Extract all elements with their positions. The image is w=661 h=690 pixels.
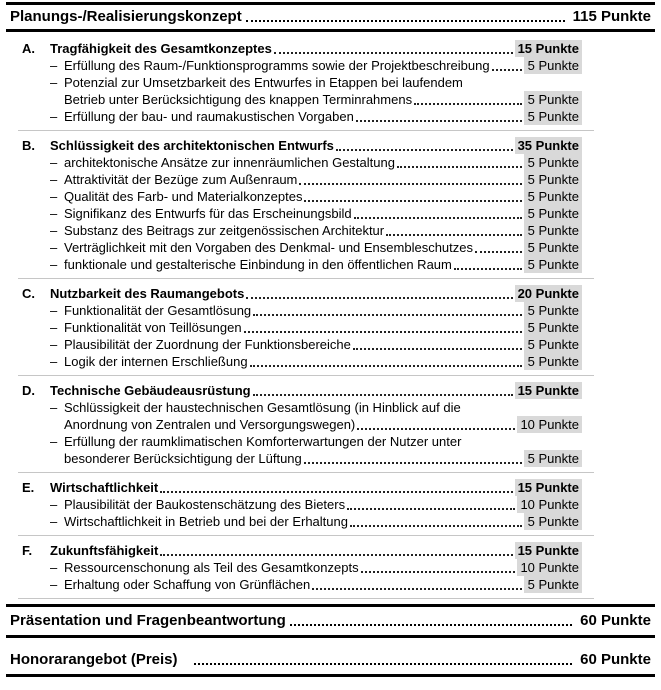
criterion-item: [50, 336, 582, 353]
section-letter: F.: [22, 543, 33, 558]
dot-leader: [253, 394, 513, 396]
criterion-line: [64, 91, 582, 108]
criterion-text: Anordnung von Zentralen und Versorgungswegen): [64, 417, 356, 432]
criterion-body: [64, 353, 582, 370]
evaluation-criteria-page: [0, 2, 661, 677]
dash-bullet: –: [50, 354, 58, 369]
dash-bullet: –: [50, 434, 58, 449]
dash-bullet: –: [50, 320, 58, 335]
criterion-body: [64, 496, 582, 513]
criterion-item: [50, 154, 582, 171]
criterion-item: [50, 433, 582, 467]
criterion-points: 5 Punkte: [524, 239, 582, 256]
criterion-points: 5 Punkte: [524, 336, 582, 353]
section-c: [18, 282, 594, 376]
dot-leader: [357, 428, 515, 430]
main-header-row: [6, 604, 655, 638]
criterion-line: [64, 239, 582, 256]
criterion-text: Funktionalität von Teillösungen: [64, 320, 242, 335]
criterion-body: [64, 222, 582, 239]
criterion-item: [50, 302, 582, 319]
criterion-item: [50, 256, 582, 273]
criterion-line: [64, 205, 582, 222]
dot-leader: [304, 200, 522, 202]
dash-bullet: –: [50, 206, 58, 221]
criterion-line: [64, 256, 582, 273]
dot-leader: [347, 508, 515, 510]
section-d: [18, 379, 594, 473]
criterion-text: Betrieb unter Berücksichtigung des knappen Terminrahmens: [64, 92, 413, 107]
dash-bullet: –: [50, 109, 58, 124]
main-header-row: [6, 2, 655, 32]
criterion-body: [64, 513, 582, 530]
main-header-row: [6, 638, 655, 677]
dot-leader: [353, 348, 522, 350]
criterion-line: [64, 576, 582, 593]
criterion-body: [64, 433, 582, 467]
dash-bullet: –: [50, 58, 58, 73]
dash-bullet: –: [50, 223, 58, 238]
section-b: [18, 134, 594, 279]
criterion-item: [50, 188, 582, 205]
section-e: [18, 476, 594, 536]
criterion-text: funktionale und gestalterische Einbindung in den öffentlichen Raum: [64, 257, 452, 272]
criterion-body: [64, 399, 582, 433]
criterion-item: [50, 513, 582, 530]
criterion-body: [64, 74, 582, 108]
dash-bullet: –: [50, 189, 58, 204]
section-title: Nutzbarkeit des Raumangebots: [50, 286, 245, 301]
section-points: 15 Punkte: [515, 40, 582, 57]
dot-leader: [290, 624, 572, 626]
criterion-item: [50, 222, 582, 239]
criterion-text: Substanz des Beitrags zur zeitgenössischen Architektur: [64, 223, 385, 238]
criterion-body: [64, 205, 582, 222]
dot-leader: [244, 331, 522, 333]
criterion-points: 5 Punkte: [524, 154, 582, 171]
criterion-item: [50, 57, 582, 74]
dash-bullet: –: [50, 560, 58, 575]
section-points: 15 Punkte: [515, 479, 582, 496]
criterion-line: [64, 188, 582, 205]
criterion-item: [50, 559, 582, 576]
dot-leader: [475, 251, 522, 253]
criterion-item: [50, 576, 582, 593]
criterion-item: [50, 108, 582, 125]
criterion-text: Potenzial zur Umsetzbarkeit des Entwurfes in Etappen bei laufendem: [64, 75, 463, 90]
criterion-text: Erfüllung der raumklimatischen Komforterwartungen der Nutzer unter: [64, 434, 462, 449]
criterion-points: 5 Punkte: [524, 57, 582, 74]
criterion-points: 5 Punkte: [524, 513, 582, 530]
dot-leader: [194, 663, 573, 665]
criterion-body: [64, 319, 582, 336]
main-header-title: Planungs-/Realisierungskonzept: [10, 8, 242, 25]
criterion-points: 5 Punkte: [524, 108, 582, 125]
criterion-points: 5 Punkte: [524, 302, 582, 319]
dot-leader: [354, 217, 522, 219]
criterion-points: 5 Punkte: [524, 188, 582, 205]
criterion-line: [64, 353, 582, 370]
dash-bullet: –: [50, 337, 58, 352]
criterion-points: 10 Punkte: [517, 416, 582, 433]
section-title: Schlüssigkeit des architektonischen Entwurfs: [50, 138, 334, 153]
section-points: 35 Punkte: [515, 137, 582, 154]
criterion-line: [64, 319, 582, 336]
criterion-line: [64, 336, 582, 353]
dot-leader: [361, 571, 516, 573]
criterion-text: besonderer Berücksichtigung der Lüftung: [64, 451, 302, 466]
criterion-text: Erfüllung der bau- und raumakustischen Vorgaben: [64, 109, 354, 124]
section-header: [22, 40, 582, 57]
section-letter: E.: [22, 480, 35, 495]
dash-bullet: –: [50, 400, 58, 415]
main-header-points: 60 Punkte: [580, 612, 651, 629]
criterion-line: [64, 559, 582, 576]
criterion-item: [50, 496, 582, 513]
criterion-item: [50, 239, 582, 256]
criterion-points: 5 Punkte: [524, 171, 582, 188]
criterion-body: [64, 154, 582, 171]
section-points: 20 Punkte: [515, 285, 582, 302]
criterion-points: 10 Punkte: [517, 496, 582, 513]
criterion-item: [50, 74, 582, 108]
section-letter: B.: [22, 138, 35, 153]
criterion-text: Verträglichkeit mit den Vorgaben des Denkmal- und Ensembleschutzes: [64, 240, 473, 255]
criterion-points: 5 Punkte: [524, 256, 582, 273]
dash-bullet: –: [50, 75, 58, 90]
section-letter: A.: [22, 41, 35, 56]
criterion-points: 5 Punkte: [524, 222, 582, 239]
main-header-title: Präsentation und Fragenbeantwortung: [10, 612, 286, 629]
criterion-line: [64, 450, 582, 467]
dot-leader: [246, 297, 512, 299]
criterion-body: [64, 302, 582, 319]
criterion-line: [64, 302, 582, 319]
dot-leader: [304, 462, 522, 464]
dot-leader: [246, 20, 565, 22]
dot-leader: [274, 52, 513, 54]
section-title: Technische Gebäudeausrüstung: [50, 383, 251, 398]
criterion-points: 5 Punkte: [524, 205, 582, 222]
criterion-body: [64, 559, 582, 576]
section-header: [22, 479, 582, 496]
criterion-text: Ressourcenschonung als Teil des Gesamtkonzepts: [64, 560, 359, 575]
criteria-sections: [18, 37, 594, 599]
criterion-body: [64, 188, 582, 205]
section-header: [22, 542, 582, 559]
criterion-item: [50, 171, 582, 188]
criterion-body: [64, 108, 582, 125]
criterion-text: architektonische Ansätze zur innenräumlichen Gestaltung: [64, 155, 395, 170]
section-a: [18, 37, 594, 131]
section-title: Zukunftsfähigkeit: [50, 543, 159, 558]
criterion-line: [64, 154, 582, 171]
section-title: Tragfähigkeit des Gesamtkonzeptes: [50, 41, 272, 56]
criterion-text: Funktionalität der Gesamtlösung: [64, 303, 252, 318]
criterion-text: Qualität des Farb- und Materialkonzeptes: [64, 189, 303, 204]
section-header: [22, 285, 582, 302]
main-header-points: 60 Punkte: [580, 651, 651, 668]
section-letter: D.: [22, 383, 35, 398]
dot-leader: [253, 314, 522, 316]
dot-leader: [312, 588, 522, 590]
dot-leader: [336, 149, 513, 151]
criterion-body: [64, 576, 582, 593]
criterion-body: [64, 256, 582, 273]
criterion-body: [64, 57, 582, 74]
criterion-text: Erhaltung oder Schaffung von Grünflächen: [64, 577, 311, 592]
criterion-text: Schlüssigkeit der haustechnischen Gesamtlösung (in Hinblick auf die: [64, 400, 461, 415]
criterion-points: 5 Punkte: [524, 91, 582, 108]
criterion-text: Signifikanz des Entwurfs für das Erscheinungsbild: [64, 206, 352, 221]
criterion-text: Plausibilität der Zuordnung der Funktionsbereiche: [64, 337, 351, 352]
criterion-text: Plausibilität der Baukostenschätzung des Bieters: [64, 497, 346, 512]
dash-bullet: –: [50, 497, 58, 512]
main-header-points: 115 Punkte: [572, 8, 651, 25]
criterion-points: 5 Punkte: [524, 319, 582, 336]
section-header: [22, 382, 582, 399]
section-title: Wirtschaftlichkeit: [50, 480, 159, 495]
dot-leader: [414, 103, 522, 105]
criterion-points: 5 Punkte: [524, 576, 582, 593]
criterion-text: Wirtschaftlichkeit in Betrieb und bei der Erhaltung: [64, 514, 348, 529]
section-points: 15 Punkte: [515, 542, 582, 559]
dot-leader: [250, 365, 522, 367]
dash-bullet: –: [50, 155, 58, 170]
dash-bullet: –: [50, 577, 58, 592]
criterion-line: [64, 513, 582, 530]
criterion-line: [64, 222, 582, 239]
main-header-title: Honorarangebot (Preis): [10, 651, 178, 668]
criterion-points: 5 Punkte: [524, 353, 582, 370]
dot-leader: [160, 554, 512, 556]
criterion-line: [64, 416, 582, 433]
criterion-item: [50, 399, 582, 433]
dot-leader: [386, 234, 522, 236]
dash-bullet: –: [50, 240, 58, 255]
section-points: 15 Punkte: [515, 382, 582, 399]
footer-rows: [6, 604, 655, 677]
dash-bullet: –: [50, 172, 58, 187]
criterion-item: [50, 205, 582, 222]
criterion-item: [50, 353, 582, 370]
criterion-text: Logik der internen Erschließung: [64, 354, 248, 369]
dot-leader: [397, 166, 522, 168]
criterion-line: [64, 496, 582, 513]
criterion-line: [64, 108, 582, 125]
section-letter: C.: [22, 286, 35, 301]
dash-bullet: –: [50, 514, 58, 529]
dot-leader: [350, 525, 522, 527]
criterion-points: 5 Punkte: [524, 450, 582, 467]
criterion-points: 10 Punkte: [517, 559, 582, 576]
dash-bullet: –: [50, 303, 58, 318]
dot-leader: [299, 183, 522, 185]
section-f: [18, 539, 594, 599]
criterion-item: [50, 319, 582, 336]
dot-leader: [160, 491, 512, 493]
criterion-text: Attraktivität der Bezüge zum Außenraum: [64, 172, 298, 187]
criterion-line: [64, 171, 582, 188]
criterion-body: [64, 171, 582, 188]
dot-leader: [492, 69, 522, 71]
section-header: [22, 137, 582, 154]
criterion-body: [64, 239, 582, 256]
dash-bullet: –: [50, 257, 58, 272]
criterion-body: [64, 336, 582, 353]
criterion-line: [64, 57, 582, 74]
dot-leader: [356, 120, 522, 122]
dot-leader: [454, 268, 522, 270]
criterion-text: Erfüllung des Raum-/Funktionsprogramms sowie der Projektbeschreibung: [64, 58, 490, 73]
